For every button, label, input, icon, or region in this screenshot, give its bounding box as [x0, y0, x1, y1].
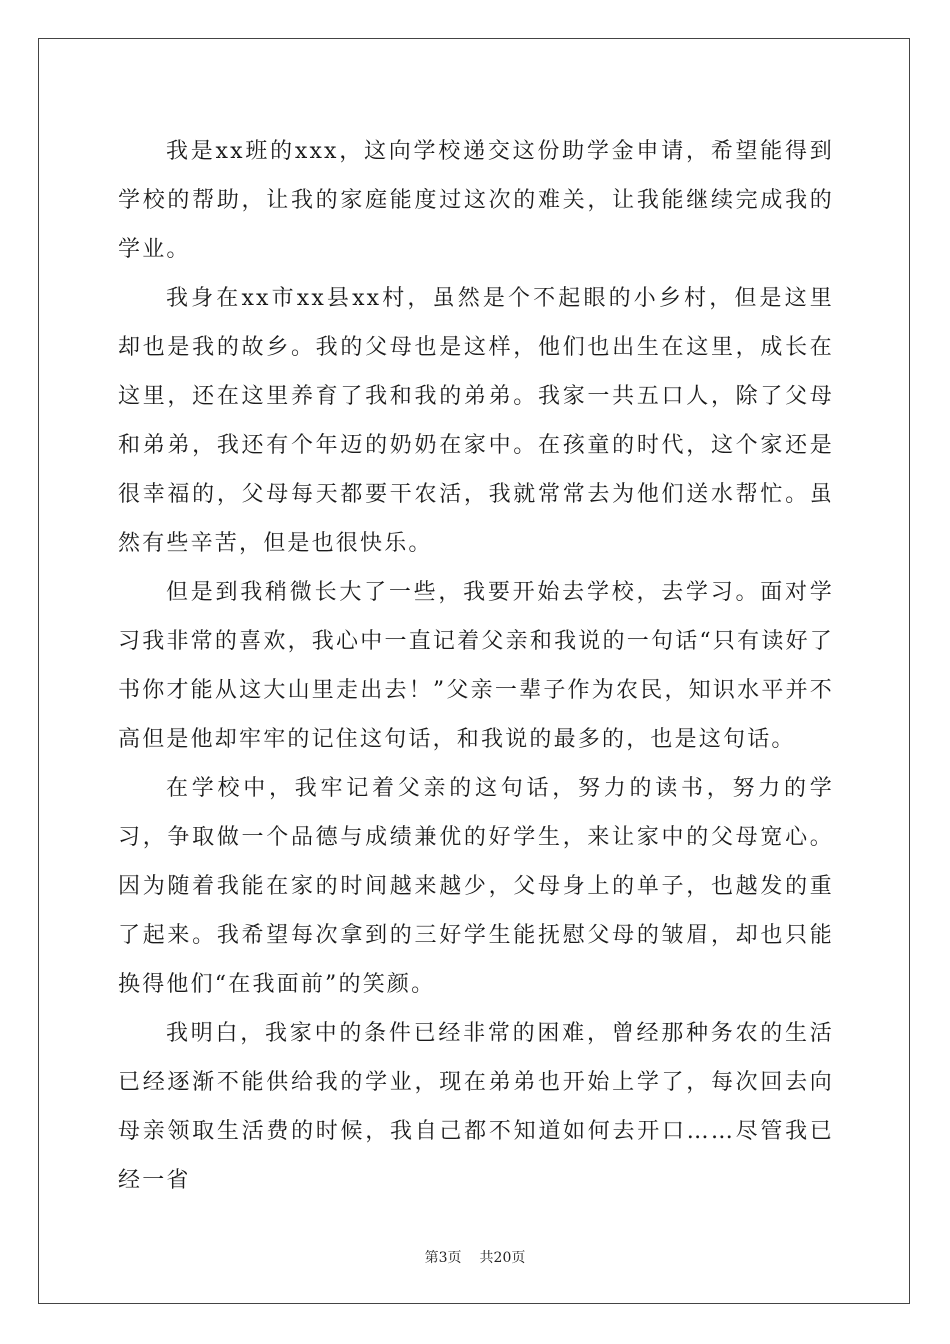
- current-page-number: 第3页: [424, 1250, 462, 1266]
- paragraph-5: 我明白，我家中的条件已经非常的困难，曾经那种务农的生活已经逐渐不能供给我的学业，现在弟弟也开始上学了，每次回去向母亲领取生活费的时候，我自己都不知道如何去开口……尽管我已经一省: [118, 1021, 834, 1193]
- page-footer: [0, 1247, 950, 1267]
- paragraph-1: 我是xx班的xxx，这向学校递交这份助学金申请，希望能得到学校的帮助，让我的家庭能度过这次的难关，让我能继续完成我的学业。: [118, 139, 834, 262]
- document-body: [118, 127, 834, 1205]
- paragraph-3: 但是到我稍微长大了一些，我要开始去学校，去学习。面对学习我非常的喜欢，我心中一直记着父亲和我说的一句话“只有读好了书你才能从这大山里走出去！”父亲一辈子作为农民，知识水平并不高但是他却牢牢的记住这句话，和我说的最多的，也是这句话。: [118, 580, 834, 752]
- total-page-count: 共20页: [479, 1250, 526, 1266]
- paragraph-4: 在学校中，我牢记着父亲的这句话，努力的读书，努力的学习，争取做一个品德与成绩兼优的好学生，来让家中的父母宽心。因为随着我能在家的时间越来越少，父母身上的单子，也越发的重了起来。我希望每次拿到的三好学生能抚慰父母的皱眉，却也只能换得他们“在我面前”的笑颜。: [118, 776, 834, 997]
- paragraph-2: 我身在xx市xx县xx村，虽然是个不起眼的小乡村，但是这里却也是我的故乡。我的父母也是这样，他们也出生在这里，成长在这里，还在这里养育了我和我的弟弟。我家一共五口人，除了父母和弟弟，我还有个年迈的奶奶在家中。在孩童的时代，这个家还是很幸福的，父母每天都要干农活，我就常常去为他们送水帮忙。虽然有些辛苦，但是也很快乐。: [118, 286, 834, 556]
